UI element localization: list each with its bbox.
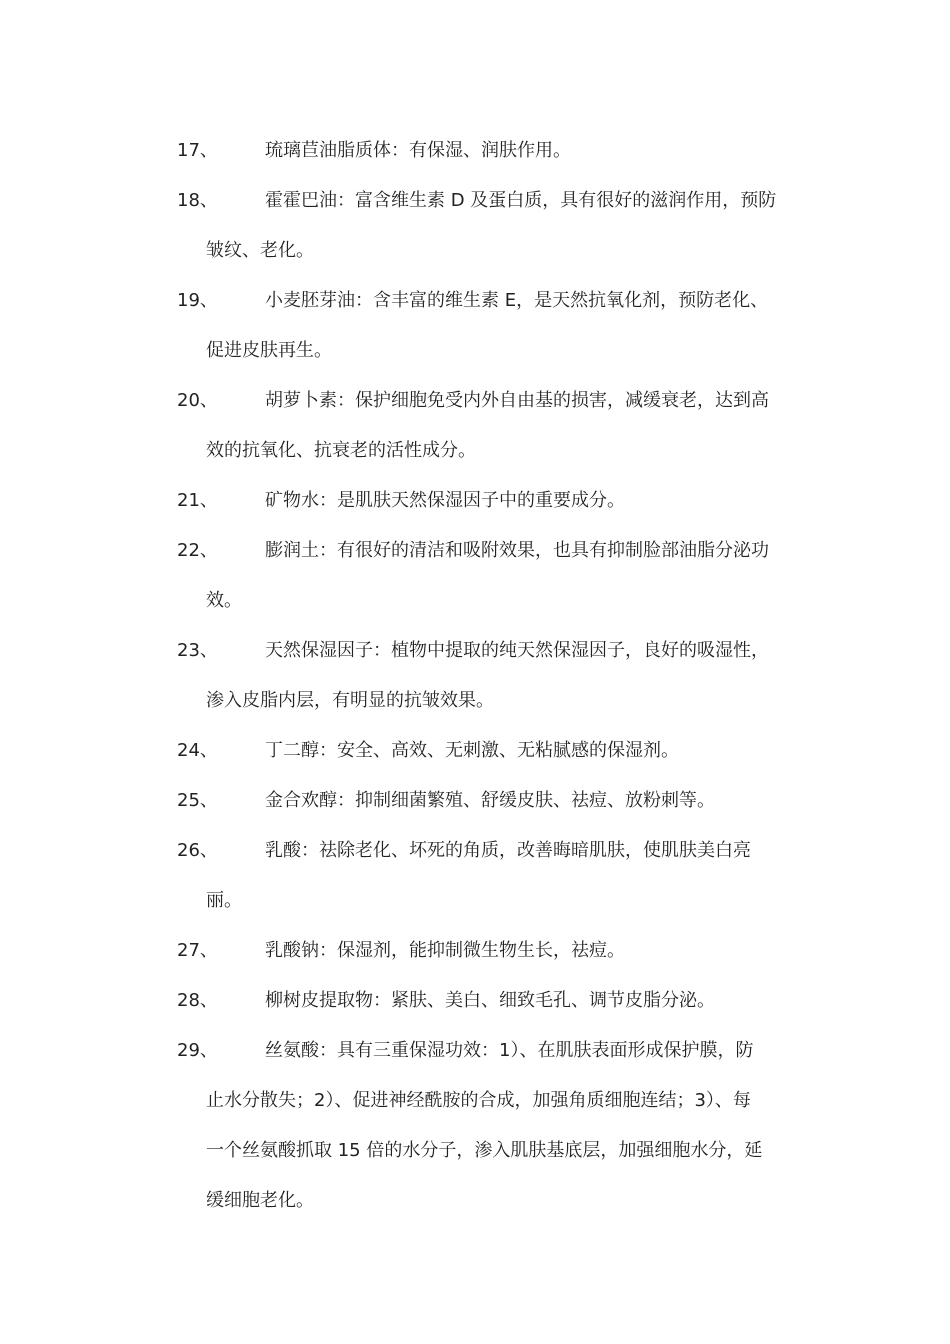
item-text: 胡萝卜素：保护细胞免受内外自由基的损害，减缓衰老，达到高 [265, 390, 769, 411]
list-item [0, 376, 950, 476]
item-text-continued: 效的抗氧化、抗衰老的活性成分。 [206, 440, 476, 461]
item-number: 25、 [177, 790, 218, 811]
item-number: 29、 [177, 1040, 218, 1061]
list-item [0, 276, 950, 376]
item-text: 矿物水：是肌肤天然保湿因子中的重要成分。 [265, 490, 625, 511]
item-text-continued: 丽。 [206, 890, 242, 911]
item-number: 17、 [177, 140, 218, 161]
item-text: 天然保湿因子：植物中提取的纯天然保湿因子，良好的吸湿性， [265, 640, 769, 661]
list-item [0, 1026, 950, 1226]
item-number: 23、 [177, 640, 218, 661]
list-item [0, 526, 950, 626]
item-text: 金合欢醇：抑制细菌繁殖、舒缓皮肤、祛痘、放粉刺等。 [265, 790, 715, 811]
list-item [0, 726, 950, 776]
item-number: 21、 [177, 490, 218, 511]
list-item [0, 476, 950, 526]
list-item [0, 176, 950, 276]
item-number: 19、 [177, 290, 218, 311]
item-number: 28、 [177, 990, 218, 1011]
ingredient-list [0, 126, 950, 1226]
item-text: 膨润土：有很好的清洁和吸附效果，也具有抑制脸部油脂分泌功 [265, 540, 769, 561]
item-number: 20、 [177, 390, 218, 411]
item-text-continued: 皱纹、老化。 [206, 240, 314, 261]
item-text: 乳酸：祛除老化、坏死的角质，改善晦暗肌肤，使肌肤美白亮 [265, 840, 751, 861]
item-number: 27、 [177, 940, 218, 961]
item-text-continued: 渗入皮脂内层，有明显的抗皱效果。 [206, 690, 494, 711]
item-text-continued: 止水分散失；2）、促进神经酰胺的合成，加强角质细胞连结；3）、每 [206, 1090, 751, 1111]
item-text: 柳树皮提取物：紧肤、美白、细致毛孔、调节皮脂分泌。 [265, 990, 715, 1011]
item-text: 琉璃苣油脂质体：有保湿、润肤作用。 [265, 140, 571, 161]
item-text-continued: 效。 [206, 590, 242, 611]
item-text-continued: 促进皮肤再生。 [206, 340, 332, 361]
item-number: 26、 [177, 840, 218, 861]
item-text: 小麦胚芽油：含丰富的维生素 E，是天然抗氧化剂，预防老化、 [265, 290, 769, 311]
item-number: 18、 [177, 190, 218, 211]
list-item [0, 126, 950, 176]
list-item [0, 976, 950, 1026]
list-item [0, 776, 950, 826]
item-text-continued: 一个丝氨酸抓取 15 倍的水分子，渗入肌肤基底层，加强细胞水分，延 [206, 1140, 763, 1161]
list-item [0, 626, 950, 726]
list-item [0, 826, 950, 926]
item-number: 22、 [177, 540, 218, 561]
item-text: 丁二醇：安全、高效、无刺激、无粘腻感的保湿剂。 [265, 740, 679, 761]
item-text: 丝氨酸：具有三重保湿功效：1）、在肌肤表面形成保护膜，防 [265, 1040, 754, 1061]
item-text-continued: 缓细胞老化。 [206, 1190, 314, 1211]
list-item [0, 926, 950, 976]
item-number: 24、 [177, 740, 218, 761]
item-text: 乳酸钠：保湿剂，能抑制微生物生长，祛痘。 [265, 940, 625, 961]
item-text: 霍霍巴油：富含维生素 D 及蛋白质，具有很好的滋润作用，预防 [265, 190, 777, 211]
